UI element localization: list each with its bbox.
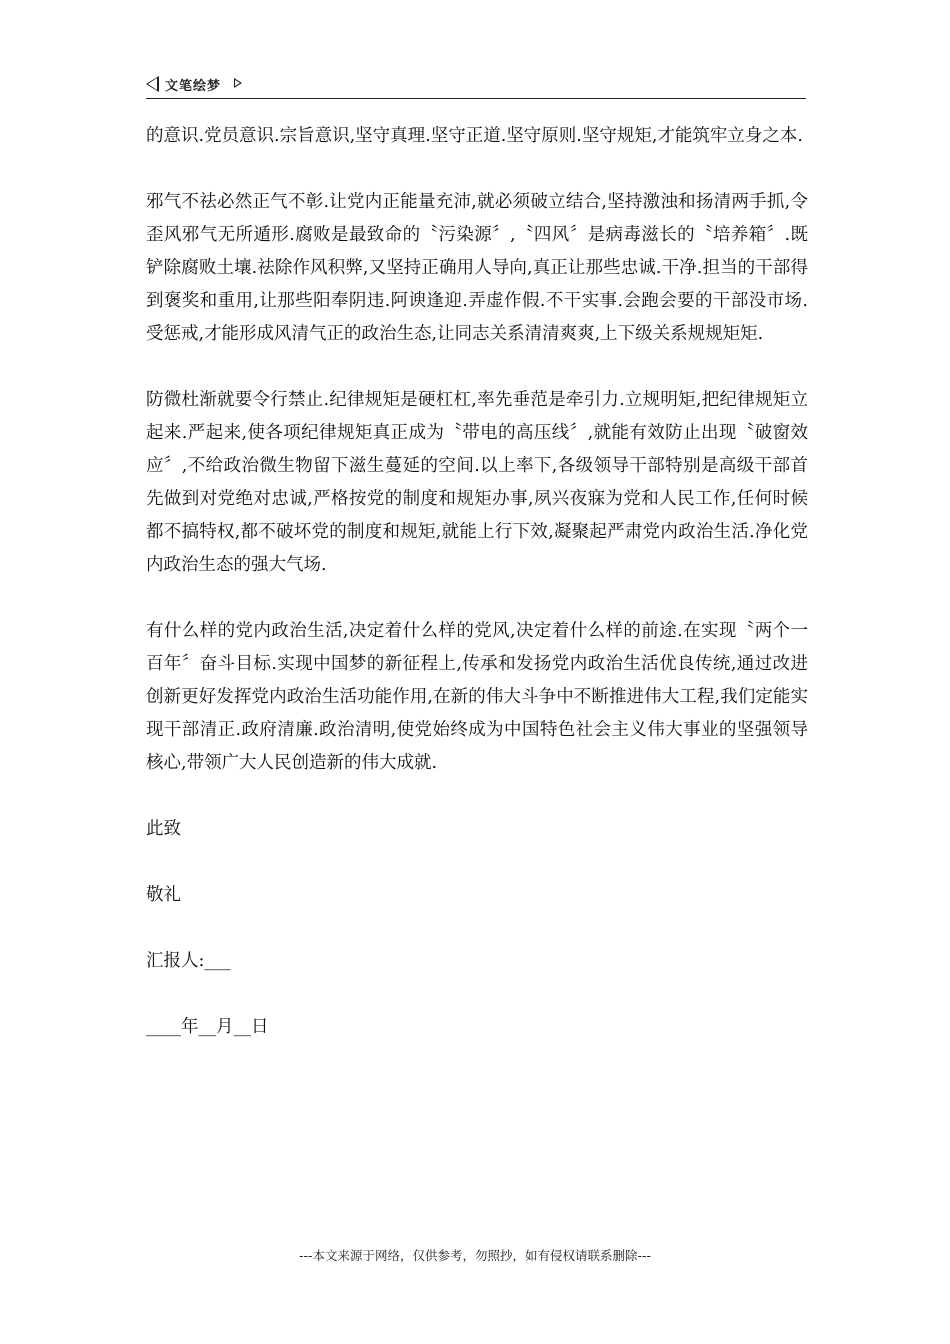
closing-salutation: 此致 <box>146 819 181 839</box>
triangle-left-icon <box>146 76 159 92</box>
date-line: ____年__月__日 <box>146 1017 269 1037</box>
header-title: 文笔绘梦 <box>165 79 222 94</box>
paragraph-2: 邪气不祛必然正气不彰.让党内正能量充沛,就必须破立结合,坚持激浊和扬清两手抓,令歪风邪气无所遁形.腐败是最致命的〝污染源〞,〝四风〞是病毒滋长的〝培养箱〞.既铲除腐败土壤.祛除作风积弊,又坚持正确用人导向,真正让那些忠诚.干净.担当的干部得到褒奖和重用,让那些阳奉阴违.阿谀逢迎.弄虚作假.不干实事.会跑会要的干部没市场.受惩戒,才能形成风清气正的政治生态,让同志关系清清爽爽,上下级关系规规矩矩. <box>146 192 808 344</box>
paragraph-3: 防微杜渐就要令行禁止.纪律规矩是硬杠杠,率先垂范是牵引力.立规明矩,把纪律规矩立起来.严起来,使各项纪律规矩真正成为〝带电的高压线〞,就能有效防止出现〝破窗效应〞,不给政治微生物留下滋生蔓延的空间.以上率下,各级领导干部特别是高级干部首先做到对党绝对忠诚,严格按党的制度和规矩办事,夙兴夜寐为党和人民工作,任何时候都不搞特权,都不破坏党的制度和规矩,就能上行下效,凝聚起严肃党内政治生活.净化党内政治生态的强大气场. <box>146 390 808 575</box>
document-body <box>146 120 808 1077</box>
reporter-line: 汇报人:___ <box>146 951 231 971</box>
triangle-right-icon <box>234 78 242 88</box>
paragraph-1: 的意识.党员意识.宗旨意识,坚守真理.坚守正道.坚守原则.坚守规矩,才能筑牢立身之本. <box>146 126 803 146</box>
footer-disclaimer: ---本文来源于网络，仅供参考，勿照抄，如有侵权请联系删除--- <box>298 1248 652 1263</box>
page-header <box>146 72 806 99</box>
closing-regards: 敬礼 <box>146 885 181 905</box>
paragraph-4: 有什么样的党内政治生活,决定着什么样的党风,决定着什么样的前途.在实现〝两个一百年〞奋斗目标.实现中国梦的新征程上,传承和发扬党内政治生活优良传统,通过改进创新更好发挥党内政治生活功能作用,在新的伟大斗争中不断推进伟大工程,我们定能实现干部清正.政府清廉.政治清明,使党始终成为中国特色社会主义伟大事业的坚强领导核心,带领广大人民创造新的伟大成就. <box>146 621 808 773</box>
